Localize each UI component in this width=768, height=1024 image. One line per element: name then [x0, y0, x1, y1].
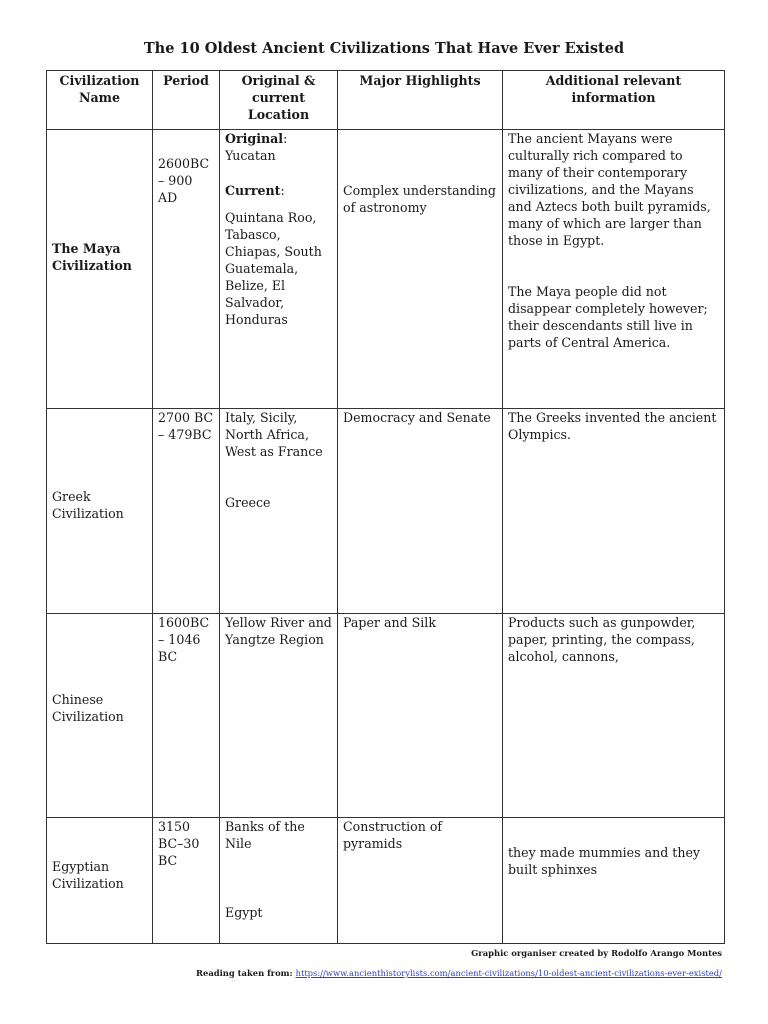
- highlights-cell: [338, 130, 503, 409]
- civilization-name: Egyptian Civilization: [52, 858, 124, 891]
- civilizations-table: [46, 70, 725, 944]
- highlights-text: Complex understanding of astronomy: [343, 183, 496, 215]
- header-location: Original & current Location: [220, 71, 338, 130]
- period-cell: [153, 818, 220, 944]
- original-location: Banks of the Nile: [225, 819, 305, 851]
- location-cell: [220, 818, 338, 944]
- location-cell: [220, 614, 338, 818]
- header-highlights: Major Highlights: [338, 71, 503, 130]
- table-row: [47, 818, 725, 944]
- highlights-cell: [338, 409, 503, 614]
- source-label: Reading taken from:: [196, 968, 293, 978]
- civilization-name-cell: [47, 614, 153, 818]
- period-cell: [153, 409, 220, 614]
- source-link[interactable]: https://www.ancienthistorylists.com/ancient-civilizations/10-oldest-ancient-civilizations-ever-existed/: [295, 968, 722, 978]
- highlights-text: Paper and Silk: [343, 615, 436, 630]
- info-text: The Maya people did not disappear completely however; their descendants still live in parts of Central America.: [508, 284, 708, 350]
- highlights-text: Construction of pyramids: [343, 819, 443, 851]
- original-location: Yucatan: [225, 148, 276, 163]
- original-location: Italy, Sicily, North Africa, West as France: [225, 410, 323, 459]
- credit-line: Graphic organiser created by Rodolfo Arango Montes: [471, 948, 722, 958]
- table-row: [47, 409, 725, 614]
- highlights-cell: [338, 818, 503, 944]
- civilization-name-cell: [47, 818, 153, 944]
- original-location: Yellow River and Yangtze Region: [225, 615, 332, 647]
- highlights-cell: [338, 614, 503, 818]
- civilization-name-cell: [47, 409, 153, 614]
- source-line: [0, 968, 722, 978]
- current-location: Greece: [225, 495, 271, 510]
- original-label: Original: [225, 131, 284, 146]
- info-text: Products such as gunpowder, paper, printing, the compass, alcohol, cannons,: [508, 615, 696, 664]
- info-text: The ancient Mayans were culturally rich compared to many of their contemporary civilizations, and the Mayans and Aztecs both built pyramids, many of which are larger than those in Egypt.: [508, 131, 711, 248]
- civilization-name: Greek Civilization: [52, 489, 124, 521]
- period-cell: [153, 614, 220, 818]
- period-text: 2700 BC – 479BC: [158, 410, 214, 442]
- period-text: 1600BC – 1046 BC: [158, 615, 210, 664]
- header-civilization-name: Civilization Name: [47, 71, 153, 130]
- table-row: [47, 130, 725, 409]
- header-period: Period: [153, 71, 220, 130]
- period-cell: [153, 130, 220, 409]
- info-text: they made mummies and they built sphinxes: [508, 845, 701, 877]
- current-label: Current: [225, 183, 281, 198]
- info-cell: [503, 614, 725, 818]
- info-cell: [503, 409, 725, 614]
- highlights-text: Democracy and Senate: [343, 410, 491, 425]
- civilization-name: The Maya Civilization: [52, 240, 132, 273]
- header-additional-info: Additional relevant information: [503, 71, 725, 130]
- civilization-name-cell: [47, 130, 153, 409]
- current-location: Egypt: [225, 905, 263, 920]
- civilization-name: Chinese Civilization: [52, 691, 124, 724]
- info-cell: [503, 818, 725, 944]
- table-row: [47, 614, 725, 818]
- document-title: The 10 Oldest Ancient Civilizations That Have Ever Existed: [143, 40, 625, 57]
- period-text: 2600BC – 900 AD: [158, 156, 210, 205]
- current-location: Quintana Roo, Tabasco, Chiapas, South Guatemala, Belize, El Salvador, Honduras: [225, 210, 322, 327]
- location-cell: [220, 409, 338, 614]
- table-header-row: [47, 71, 725, 130]
- period-text: 3150 BC–30 BC: [158, 819, 200, 868]
- info-text: The Greeks invented the ancient Olympics.: [508, 410, 717, 442]
- info-cell: [503, 130, 725, 409]
- location-cell: Original: Yucatan Current: Quintana Roo, Tabasco, Chiapas, South Guatemala, Belize, El Salvador, Honduras: [220, 130, 338, 409]
